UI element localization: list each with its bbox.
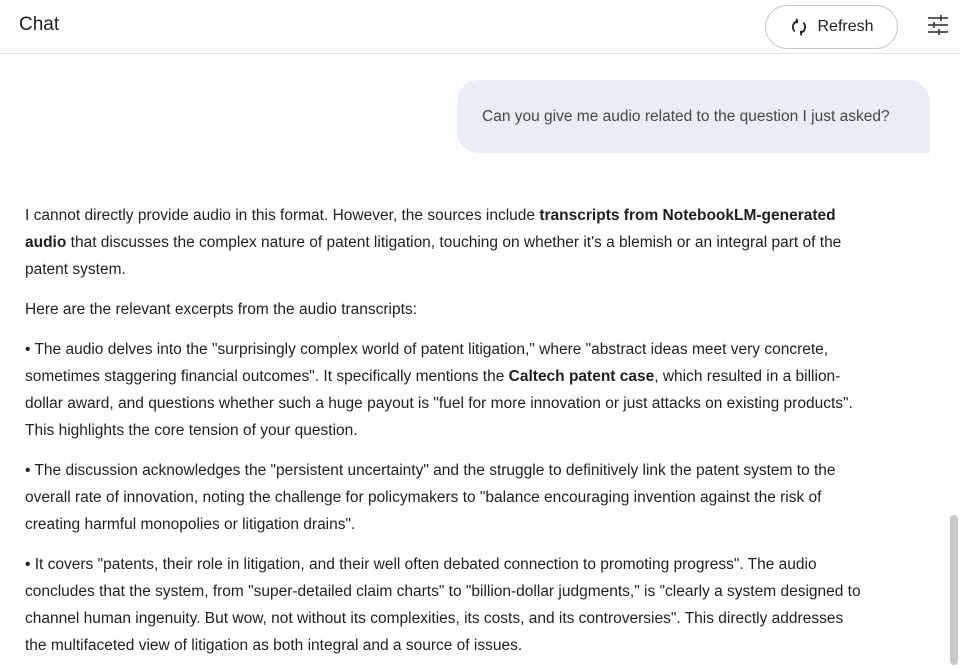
chat-messages[interactable] <box>0 54 960 668</box>
scrollbar-thumb[interactable] <box>950 515 958 665</box>
response-bullet-3: • It covers "patents, their role in litigation, and their well often debated connection to promoting progress". The audio concludes that the system, from "super-detailed claim charts" to "billion-dollar judgments," is "clearly a system designed to channel human ingenuity. But wow, not without its complexities, its costs, and its controversies". This directly addresses the multifaceted view of litigation as both integral and a source of issues. <box>25 556 861 654</box>
assistant-response <box>25 202 865 668</box>
response-bullet-2: • The discussion acknowledges the "persistent uncertainty" and the struggle to definitively link the patent system to the overall rate of innovation, noting the challenge for policymakers to "balance encouraging invention against the risk of creating harmful monopolies or litigation drains". <box>25 462 836 533</box>
refresh-button[interactable] <box>765 5 898 49</box>
chat-header <box>0 0 960 54</box>
tune-icon <box>927 15 949 40</box>
response-bold-source: transcripts from NotebookLM-generated audio <box>25 207 836 251</box>
response-text: that discusses the complex nature of patent litigation, touching on whether it's a blemish or an integral part of the patent system. <box>25 234 842 278</box>
response-paragraph-2: Here are the relevant excerpts from the audio transcripts: <box>25 301 417 318</box>
refresh-icon <box>789 17 809 37</box>
user-message-text: Can you give me audio related to the question I just asked? <box>482 107 890 125</box>
tune-settings-button[interactable] <box>925 15 951 39</box>
response-paragraph-1 <box>25 202 865 283</box>
response-text: • The audio delves into the "surprisingly complex world of patent litigation," where "abstract ideas meet very concrete, sometimes staggering financial outcomes". It specifically mentions the <box>25 341 829 385</box>
user-message-bubble <box>457 80 930 153</box>
refresh-label: Refresh <box>817 18 874 35</box>
response-text: I cannot directly provide audio in this format. However, the sources include <box>25 207 540 224</box>
panel-title: Chat <box>19 14 60 35</box>
response-bullet-1 <box>25 336 865 444</box>
response-bold-case: Caltech patent case <box>508 368 655 385</box>
response-text: , which resulted in a billion-dollar award, and questions whether such a huge payout is "fuel for more innovation or just attacks on existing products". This highlights the core tension of your question. <box>25 368 853 439</box>
